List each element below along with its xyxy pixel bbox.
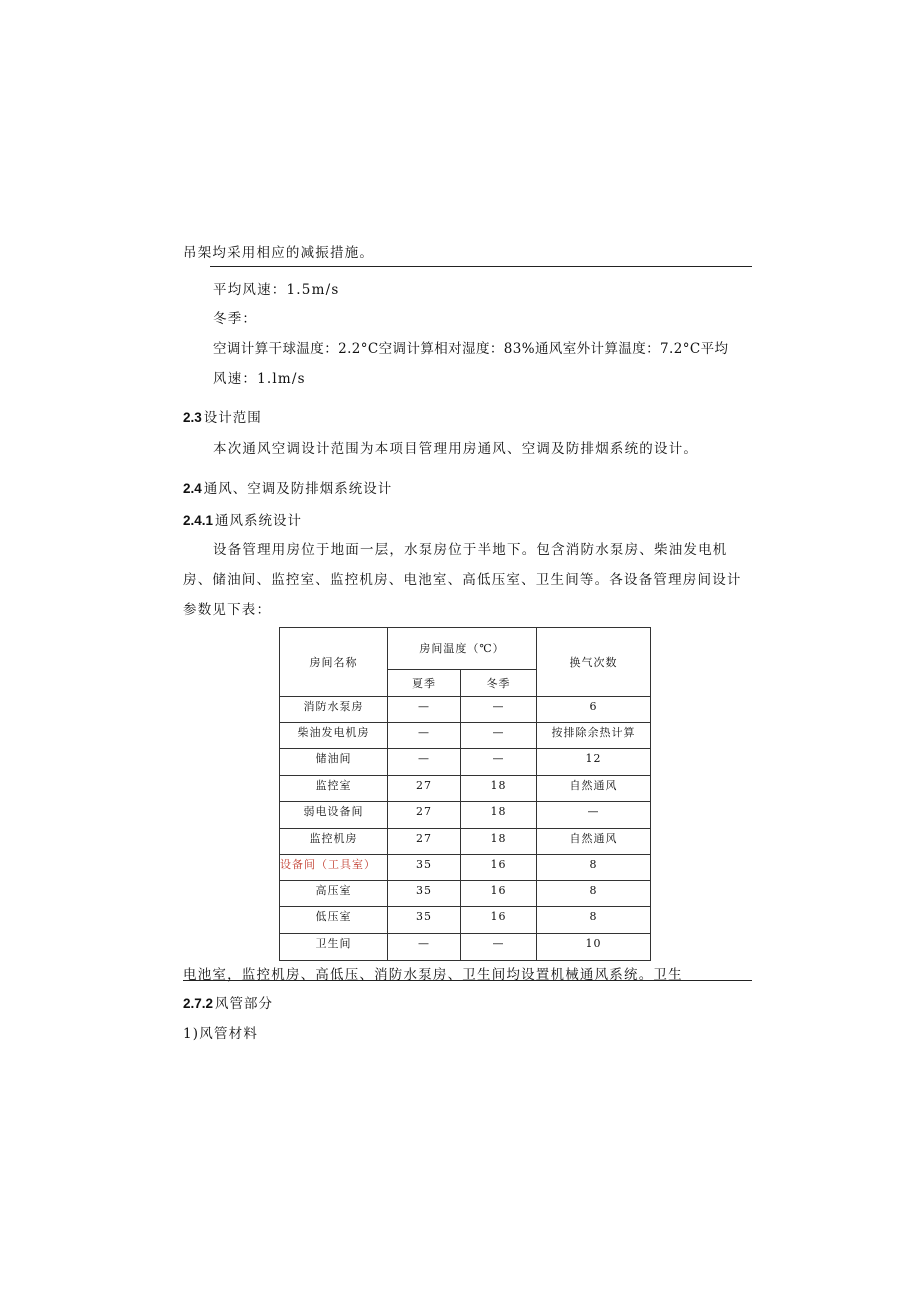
paragraph-line: 房、储油间、监控室、监控机房、电池室、高低压室、卫生间等。各设备管理房间设计	[183, 572, 742, 588]
cell-summer-temp: 27	[388, 829, 461, 855]
paragraph-line: 设备管理用房位于地面一层，水泵房位于半地下。包含消防水泵房、柴油发电机	[213, 542, 728, 558]
cell-summer-temp: 35	[388, 907, 461, 934]
cell-winter-temp: 18	[461, 776, 537, 802]
table-row	[280, 855, 651, 881]
paragraph-line: 空调计算干球温度：2.2°C空调计算相对湿度：83%通风室外计算温度：7.2°C平均	[213, 341, 729, 357]
cell-room-name: 低压室	[280, 907, 388, 934]
cell-air-changes: 自然通风	[537, 776, 651, 802]
cell-summer-temp: —	[388, 934, 461, 961]
cell-air-changes: 12	[537, 749, 651, 776]
cell-summer-temp: 27	[388, 776, 461, 802]
table-row	[280, 881, 651, 907]
section-title: 通风系统设计	[215, 513, 303, 529]
header-winter: 冬季	[461, 670, 537, 697]
section-heading-2-4-1	[183, 509, 302, 529]
cell-winter-temp: —	[461, 723, 537, 749]
section-number: 2.4.1	[183, 513, 214, 528]
section-heading-2-7-2	[183, 992, 273, 1012]
table-row	[280, 697, 651, 723]
section-number: 2.4	[183, 481, 202, 496]
cell-summer-temp: —	[388, 749, 461, 776]
cell-room-name: 卫生间	[280, 934, 388, 961]
room-parameter-table	[279, 627, 651, 961]
cell-summer-temp: 35	[388, 881, 461, 907]
cell-winter-temp: 16	[461, 907, 537, 934]
cell-air-changes: 6	[537, 697, 651, 723]
cell-room-name: 储油间	[280, 749, 388, 776]
section-heading-2-3	[183, 406, 262, 426]
cell-winter-temp: 18	[461, 802, 537, 829]
cell-air-changes: 自然通风	[537, 829, 651, 855]
divider	[183, 980, 752, 981]
cell-room-name: 高压室	[280, 881, 388, 907]
cell-summer-temp: —	[388, 723, 461, 749]
list-item: 1)风管材料	[183, 1026, 259, 1042]
paragraph-line: 平均风速：1.5m/s	[213, 282, 340, 298]
paragraph-line: 参数见下表：	[183, 602, 272, 618]
table-row	[280, 829, 651, 855]
table-row	[280, 723, 651, 749]
header-air-changes: 换气次数	[537, 628, 651, 697]
cell-air-changes: 8	[537, 881, 651, 907]
header-room-name: 房间名称	[280, 628, 388, 697]
table-row	[280, 907, 651, 934]
section-body: 本次通风空调设计范围为本项目管理用房通风、空调及防排烟系统的设计。	[213, 441, 699, 457]
divider	[210, 266, 752, 267]
section-title: 通风、空调及防排烟系统设计	[203, 481, 393, 497]
cell-room-name: 柴油发电机房	[280, 723, 388, 749]
section-title: 风管部分	[215, 996, 274, 1012]
cell-room-name: 监控室	[280, 776, 388, 802]
cell-room-name: 设备间（工具室）	[280, 855, 388, 881]
cell-winter-temp: 18	[461, 829, 537, 855]
table-row	[280, 802, 651, 829]
header-summer: 夏季	[388, 670, 461, 697]
paragraph-line: 风速：1.lm/s	[213, 371, 306, 387]
paragraph-line: 冬季：	[213, 311, 258, 327]
cell-winter-temp: 16	[461, 881, 537, 907]
table-row	[280, 934, 651, 961]
cell-winter-temp: —	[461, 934, 537, 961]
paragraph-line: 电池室，监控机房、高低压、消防水泵房、卫生间均设置机械通风系统。卫生	[183, 967, 683, 983]
cell-room-name: 弱电设备间	[280, 802, 388, 829]
table-row	[280, 776, 651, 802]
section-number: 2.3	[183, 410, 202, 425]
cell-air-changes: 10	[537, 934, 651, 961]
cell-summer-temp: 35	[388, 855, 461, 881]
cell-air-changes: 按排除余热计算	[537, 723, 651, 749]
cell-air-changes: —	[537, 802, 651, 829]
cell-room-name: 消防水泵房	[280, 697, 388, 723]
header-room-temperature: 房间温度（℃）	[388, 628, 537, 670]
section-number: 2.7.2	[183, 996, 214, 1011]
cell-room-name: 监控机房	[280, 829, 388, 855]
cell-air-changes: 8	[537, 907, 651, 934]
cell-summer-temp: —	[388, 697, 461, 723]
paragraph-line: 吊架均采用相应的减振措施。	[183, 245, 375, 261]
section-title: 设计范围	[203, 410, 262, 426]
cell-winter-temp: 16	[461, 855, 537, 881]
section-heading-2-4	[183, 477, 392, 497]
cell-winter-temp: —	[461, 749, 537, 776]
table-row	[280, 749, 651, 776]
cell-summer-temp: 27	[388, 802, 461, 829]
cell-winter-temp: —	[461, 697, 537, 723]
cell-air-changes: 8	[537, 855, 651, 881]
